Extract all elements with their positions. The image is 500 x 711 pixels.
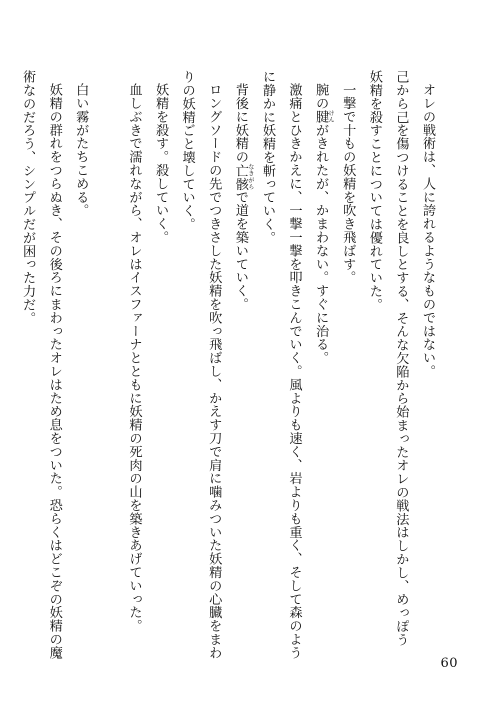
scene-break [93,70,120,630]
text-segment: で道を築いていく。 [232,190,248,312]
text-line: 己から己を傷つけることを良しとする、そんな欠陥から始まったオレの戦法はしかし、めっぽう [393,70,409,647]
text-line: 妖精を殺すことについては優れていた。 [366,70,382,312]
text-line: 一撃で十もの妖精を吹き飛ばす。 [340,83,356,285]
text-segment: がきれたが、かまわない。すぐに治る。 [313,123,329,365]
text-line: オレの戦術は、人に誇れるようなものではない。 [420,83,435,378]
vertical-text-body [14,70,441,660]
page-number: 60 [440,656,458,671]
text-line: 激痛とひきかえに、一撃一撃を叩きこんでいく。風よりも速く、岩よりも重く、そして森のよう [286,83,302,660]
text-line: ロングソードの先でつきさした妖精を吹っ飛ばし、かえす刀で肩に噛みついた妖精の心臓をまわ [206,83,222,660]
text-line [307,70,334,630]
text-line: 術なのだろう、シンプルだが困った力だ。 [20,70,36,325]
text-line: に静かに妖精を斬っていく。 [259,70,275,245]
text-line [226,70,253,630]
text-line: 妖精の群れをつらぬき、その後ろにまわったオレはため息をついた。恐らくはどこぞの妖精の魔 [46,83,62,660]
ruby-base: 腱 [313,110,329,124]
ruby-base: 亡骸 [232,163,248,191]
ruby-reading: けん [327,110,335,124]
text-line: 白い霧がたちこめる。 [73,83,89,218]
text-segment: 背後に妖精の [232,83,248,164]
text-line: りの妖精ごと壊していく。 [179,70,195,231]
text-segment: 腕の [313,83,329,110]
ruby-annotation [313,110,335,124]
text-line: 妖精を殺す。殺していく。 [153,83,169,244]
text-line: 血しぶきで濡れながら、オレはイスファーナとともに妖精の死肉の山を築きあげていった。 [126,83,142,633]
ruby-reading: なきがら [246,163,254,191]
ruby-annotation [232,163,254,191]
